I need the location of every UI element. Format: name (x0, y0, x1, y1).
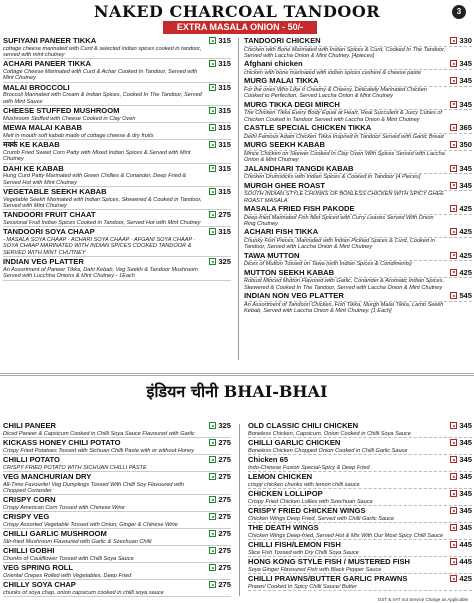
menu-item-price: 445 (450, 541, 472, 550)
menu-item-name: CHILLI PRAWNS/BUTTER GARLIC PRAWNS (248, 575, 408, 583)
menu-item-price: 275 (209, 581, 231, 590)
menu-item (3, 496, 231, 512)
menu-item-description: Sessional Fruit Indian Spices Cooked in Tandoor, Served Hot with Mint Chutney (3, 220, 201, 227)
menu-item (3, 124, 231, 140)
menu-item (244, 101, 472, 123)
menu-item-price: 425 (450, 252, 472, 261)
menu-item-description: Diced Paneer & Capsicum Cooked in Chilli Soya Sauce Flavoured with Garlic (3, 430, 195, 437)
menu-item (248, 456, 472, 472)
menu-item-description: Stir-fried Mushroom Flavoured with Garlic & Szechuan Chilli (3, 539, 152, 545)
menu-item-price: 275 (209, 211, 231, 220)
veg-mark-icon (209, 107, 216, 114)
menu-item-description: Vegetable Seekh Marinated with Indian Spices, Skewered & Cooked in Tandoor, Served with Mint Chutney (3, 196, 202, 210)
menu-item-price: 275 (209, 456, 231, 465)
veg-mark-icon (209, 496, 216, 503)
menu-item-price: 275 (209, 513, 231, 522)
nonveg-mark-icon (450, 524, 457, 531)
menu-item-price: 275 (209, 473, 231, 482)
nonveg-mark-icon (450, 422, 457, 429)
menu-item-name: CHILLI GOBHI (3, 547, 55, 556)
menu-item-description: An Assortment of Tandoori Chicken, Fish Tikka, Murgh Malai Tikka, Lamb Seekh Kebab, Served with Laccha Onion & Mint Chutney. [1 Each] (244, 301, 444, 315)
menu-item-price: 345 (450, 490, 472, 499)
menu-item-name: CHILLI POTATO (3, 456, 60, 464)
menu-item-name: KICKASS HONEY CHILI POTATO (3, 439, 121, 447)
menu-item (248, 507, 472, 523)
menu-item-description: Deep-fried Marinated Fish fillet Spiced with Curry Leaves Served With Onion Ring Chutney (244, 214, 434, 228)
menu-item (3, 258, 231, 280)
menu-item-name: VEG MANCHURIAN DRY (3, 473, 92, 481)
menu-item (3, 84, 231, 106)
veg-mark-icon (209, 211, 216, 218)
menu-item-description: Crispy Fried Chicken Lollies with Szechuan Sauce (248, 498, 373, 505)
page-title: NAKED CHARCOAL TANDOOR (93, 2, 381, 21)
menu-item-description: Chicken with Bone Marinated with Indian Spices & Curd, Cooked In The Tandoor, Served with Laccha Onion & Mint Chutney. [4pieces] (244, 46, 446, 59)
nonveg-mark-icon (450, 292, 457, 299)
menu-item-price: 315 (209, 165, 231, 174)
menu-item-price: 275 (209, 547, 231, 556)
menu-item-price: 345 (450, 165, 472, 174)
nonveg-mark-icon (450, 558, 457, 565)
menu-item-description: Soya Ginger Flavoured Fish with Black Pepper Sauce (248, 566, 382, 573)
menu-item-description: Chunks of Cauliflower Tossed with Chilli Soya Sauce (3, 556, 134, 562)
nonveg-mark-icon (450, 141, 457, 148)
menu-item-price: 315 (209, 141, 231, 150)
menu-item (3, 513, 231, 529)
tandoor-nonveg-column (244, 37, 472, 367)
menu-item-price: 315 (209, 60, 231, 69)
menu-item (248, 422, 472, 438)
veg-mark-icon (209, 473, 216, 480)
menu-item-price: 345 (450, 439, 472, 448)
menu-item (248, 473, 472, 489)
menu-item (3, 228, 231, 257)
menu-item-name: CHILLI GARLIC CHICKEN (248, 439, 341, 447)
menu-item (3, 547, 231, 563)
menu-item-description: Slice Fish Tossed with Dry Chilli Soya Sauce (248, 549, 359, 556)
veg-mark-icon (209, 564, 216, 571)
menu-item (3, 141, 231, 163)
menu-item-description: Broccoli Marinated with Cream & Indian Spices, Cooked In The Tandoor, Served with Mint Sauce (3, 92, 202, 105)
menu-item (3, 530, 231, 546)
menu-item (248, 524, 472, 540)
veg-mark-icon (209, 188, 216, 195)
menu-item-price: 275 (209, 496, 231, 505)
menu-item-description: crispy chicken chunks with lemon chilli sauce (248, 481, 360, 488)
menu-item-description: Crispy Assorted Vegetable Tossed with Onion, Ginger & Chinese Wine (3, 522, 178, 528)
menu-item-description: Mince Chicken on Skewer Cooked In Clay Oven With Spices Served with Laccha Onion & Mint Chutney (244, 150, 445, 164)
menu-item-description: Prawn/ Cooked In Spicy Chilli Sauce/ Butter (248, 583, 357, 590)
veg-mark-icon (209, 439, 216, 446)
menu-item-price: 325 (209, 258, 231, 267)
veg-mark-icon (209, 422, 216, 429)
menu-item-description: Chicken Drumsticks with Indian Spices & Cooked In Tandoor [4 Pieces] (244, 174, 421, 181)
menu-item-price: 345 (450, 60, 472, 69)
column-divider-2 (239, 424, 240, 596)
menu-item (3, 456, 231, 472)
nonveg-mark-icon (450, 165, 457, 172)
menu-item-price: 345 (450, 182, 472, 191)
menu-item (244, 77, 472, 99)
menu-item-description: Indo-Chinese Fusion Special-Spicy & Deep Fried (248, 464, 370, 471)
veg-mark-icon (209, 547, 216, 554)
nonveg-mark-icon (450, 124, 457, 131)
nonveg-mark-icon (450, 77, 457, 84)
menu-item-description: Crispy Fried Potatoes Tossed with Sichuan Chilli Paste with or without Honey (3, 447, 195, 454)
menu-item-description: chunks of soya chap, onion capsicum cooked in chilli soya sauce (3, 590, 164, 596)
menu-item-price: 315 (209, 107, 231, 116)
menu-item (248, 490, 472, 506)
menu-item (3, 581, 231, 597)
menu-item-price: 315 (209, 124, 231, 133)
menu-item-price: 445 (450, 558, 472, 567)
menu-item (244, 141, 472, 163)
extra-masala-onion-banner: EXTRA MASALA ONION - 50/- (163, 21, 317, 34)
veg-mark-icon (209, 228, 216, 235)
nonveg-mark-icon (450, 37, 457, 44)
veg-mark-icon (209, 530, 216, 537)
menu-item (3, 37, 231, 59)
menu-item (248, 575, 472, 591)
menu-item (3, 211, 231, 227)
menu-item-price: 350 (450, 141, 472, 150)
menu-item-name: VEGETABLE SEEKH KABAB (3, 188, 107, 197)
menu-item-name: JALANDHARI TANGDI KABAB (244, 165, 472, 175)
nonveg-mark-icon (450, 228, 457, 235)
menu-item (248, 439, 472, 455)
menu-item (244, 205, 472, 227)
menu-item-name: HONG KONG STYLE FISH / MUSTERED FISH (248, 558, 411, 566)
veg-mark-icon (209, 513, 216, 520)
menu-item (244, 252, 472, 268)
nonveg-mark-icon (450, 575, 457, 582)
menu-item-description: The Chicken Tikka Every Body Equal at Heart, Real Succulent & Juicy Cubes of Chicken Cooked in Tandoor Served with Laccha Onion & Mint Chutney (244, 110, 442, 123)
menu-item-description: All-Time Favourite! Veg Dumplings Tossed With Chilli Soy Flavoured with Chopped Coriander (3, 481, 185, 494)
menu-item (244, 228, 472, 250)
menu-item-name: INDIAN NON VEG PLATTER (244, 292, 472, 302)
menu-item-price: 330 (450, 37, 472, 46)
menu-item-name: CRISPY FRIED CHICKEN WINGS (248, 507, 366, 515)
menu-item-name: MURGH GHEE ROAST (244, 182, 472, 192)
menu-item-name: TANDOORI SOYA CHAAP (3, 228, 95, 237)
menu-item (248, 541, 472, 557)
menu-item (244, 269, 472, 291)
menu-item-name: INDIAN VEG PLATTER (3, 258, 84, 267)
menu-item-name: CHEESE STUFFED MUSHROOM (3, 107, 120, 116)
menu-item-name: TANDOORI FRUIT CHAAT (3, 211, 96, 220)
menu-item-description: Crispy American Corn Tossed with Chinese Wine (3, 505, 125, 511)
menu-item-name: TAWA MUTTON (244, 252, 472, 262)
menu-item-name: CRISPY VEG (3, 513, 50, 522)
menu-item-name: CASTLE SPECIAL CHICKEN TIKKA (244, 124, 472, 134)
menu-item (3, 107, 231, 123)
veg-mark-icon (209, 456, 216, 463)
page-number-badge: 3 (452, 5, 466, 19)
menu-item-name: LEMON CHICKEN (248, 473, 313, 481)
nonveg-mark-icon (450, 541, 457, 548)
menu-item-description: Robust Minced Mutton Flavored with Garlic, Coriander & Aromatic Indian Spices, Skewered & Cooked In The Tandoor, Served with Laccha Onion & Mint Chutney (244, 278, 445, 291)
menu-item-name: CRISPY CORN (3, 496, 56, 505)
menu-item-name: ACHARI FISH TIKKA (244, 228, 472, 238)
menu-item-price: 345 (450, 101, 472, 110)
veg-mark-icon (209, 84, 216, 91)
section-divider (0, 373, 474, 374)
menu-item-price: 425 (450, 228, 472, 237)
menu-item-name: MUTTON SEEKH KABAB (244, 269, 472, 279)
menu-item-price: 275 (209, 530, 231, 539)
menu-item-price: 345 (450, 507, 472, 516)
menu-item (244, 292, 472, 314)
veg-mark-icon (209, 60, 216, 67)
menu-item-price: 365 (450, 124, 472, 133)
menu-item-price: 275 (209, 564, 231, 573)
nonveg-mark-icon (450, 252, 457, 259)
veg-mark-icon (209, 165, 216, 172)
menu-item-name: VEG SPRING ROLL (3, 564, 74, 573)
menu-item (3, 473, 231, 495)
menu-item-name: ACHARI PANEER TIKKA (3, 60, 92, 69)
tax-footnote: GST & VAT not Service Charge as Applicable (377, 597, 468, 602)
menu-item-name: मक्के KE KABAB (3, 141, 60, 150)
menu-item-name: MURG TIKKA DEGI MIRCH (244, 101, 472, 111)
menu-item (3, 422, 231, 438)
menu-item-name: MEWA MALAI KABAB (3, 124, 83, 133)
menu-item-name: TANDOORI CHICKEN (244, 37, 472, 47)
menu-item-description: SOUTH INDIAN STYLE CHUNKS OF BONLESS CHICKEN WITH SPICY GHEE ROAST MASALA (244, 191, 444, 204)
nonveg-mark-icon (450, 439, 457, 446)
menu-item (244, 165, 472, 181)
menu-item-name: CHILLY SOYA CHAP (3, 581, 76, 590)
veg-mark-icon (209, 141, 216, 148)
menu-item-description: Crumb Fried Sweet Corn Patty with Mixed Indian Spices & Served with Mint Chutney (3, 149, 191, 163)
veg-mark-icon (209, 124, 216, 131)
nonveg-mark-icon (450, 205, 457, 212)
menu-item-description: Boneless Chicken, Capsicum, Onion Cooked in Chilli Soya Sauce (248, 430, 411, 437)
menu-item-price: 345 (450, 473, 472, 482)
menu-item-price: 345 (450, 77, 472, 86)
menu-item-name: THE DEATH WINGS (248, 524, 319, 532)
menu-item (244, 124, 472, 140)
menu-item-price: 425 (450, 205, 472, 214)
menu-item-name: CHILLI FISH/LEMON FISH (248, 541, 341, 549)
menu-item (248, 558, 472, 574)
menu-item-description: For the ones Who Like It Creamy & Cheesy, Delicately Marinated Chicken Cooked to Perfection, Served Laccha Onion & Mint Chutney (244, 87, 428, 100)
menu-item-description: Dices of Mutton Tossed on Tawa (with Indian Spices & Condiments) (244, 261, 412, 268)
menu-item-description: Delhi Famous Adam Chicken Tikka Inspired in Tandoor Served with Garlic Bread (244, 133, 444, 140)
menu-item-name: CHILLI GARLIC MUSHROOM (3, 530, 107, 539)
veg-mark-icon (209, 258, 216, 265)
menu-item-description: An Assortment of Paneer Tikka, Dahi Kebab, Veg Seekh & Tandoor Mushroom Served with Lucchha Onions & Mint Chutney - 1Each (3, 266, 198, 280)
column-divider (238, 38, 239, 360)
menu-item-description: Hung Curd Patty Marinated with Green Chillies & Coriander, Deep Fried & Served Hot with Mint Chutney (3, 173, 187, 186)
nonveg-mark-icon (450, 101, 457, 108)
nonveg-mark-icon (450, 60, 457, 67)
nonveg-mark-icon (450, 182, 457, 189)
menu-item-description: Boneless Chicken Chopped Onion Cooked in Chilli Garlic Sauce (248, 447, 408, 454)
menu-item (3, 564, 231, 580)
menu-item-price: 425 (450, 269, 472, 278)
menu-item-name: CHICKEN LOLLIPOP (248, 490, 323, 498)
menu-item-description: Cottage Cheese Marinated with Curd & Achar Cooked In Tandoor, Served with Mint Chutney (3, 69, 198, 82)
menu-item-price: 425 (450, 575, 472, 584)
menu-item (3, 439, 231, 455)
menu-item-price: 315 (209, 37, 231, 46)
section-divider-2 (0, 375, 474, 376)
menu-item-name: Afghani chicken (244, 60, 472, 70)
nonveg-mark-icon (450, 473, 457, 480)
menu-item-name: OLD CLASSIC CHILI CHICKEN (248, 422, 359, 430)
menu-item-price: 545 (450, 292, 472, 301)
menu-item (3, 165, 231, 187)
menu-item-description: CRISPY FRIED POTATO WITH SICHUAN CHILLI PASTE (3, 464, 147, 471)
menu-item (244, 37, 472, 59)
menu-item-price: 345 (450, 456, 472, 465)
menu-item-description: cottage cheese marinated with Curd & selected indian spices cooked in tandoor, served with mint chutney (3, 45, 202, 58)
chinese-veg-column (3, 422, 231, 598)
chinese-nonveg-column (248, 422, 472, 598)
menu-item-name: MASALA FRIED FISH PAKODE (244, 205, 472, 215)
menu-item-description: Chicken Wings Deep-fried, Served Hot & Mix With Our Most Spicy Chilli Sauce (248, 532, 444, 539)
veg-mark-icon (209, 581, 216, 588)
menu-item-price: 315 (209, 188, 231, 197)
menu-item-name: MALAI BROCCOLI (3, 83, 70, 92)
menu-item-price: 345 (450, 524, 472, 533)
veg-mark-icon (209, 37, 216, 44)
menu-item-description: Oriental Crepes Rolled with Vegetables, Deep Fried (3, 573, 132, 579)
menu-item-description: Chunky Fish Pieces, Marinated with Indian Pickled Spices & Curd, Cooked in Tandoor, Served with Laccha Onion & Mint Chutney (244, 238, 435, 251)
menu-item-description: Chicken Wings Deep Fried, Served with Chilli Garlic Sauce (248, 515, 395, 522)
menu-item-price: 345 (450, 422, 472, 431)
nonveg-mark-icon (450, 490, 457, 497)
nonveg-mark-icon (450, 456, 457, 463)
menu-item-name: DAHI KE KABAB (3, 164, 64, 173)
menu-item-name: Chicken 65 (248, 456, 289, 464)
menu-item-price: 325 (209, 422, 231, 431)
menu-item (3, 60, 231, 82)
menu-item-name: MURG SEEKH KABAB (244, 141, 472, 151)
menu-item-price: 275 (209, 439, 231, 448)
menu-item-price: 315 (209, 228, 231, 237)
menu-item (3, 188, 231, 210)
nonveg-mark-icon (450, 269, 457, 276)
tandoor-veg-column (3, 37, 231, 367)
section-title-indian-chinese: इंडियन चीनी BHAI-BHAI (146, 382, 328, 401)
menu-item (244, 182, 472, 204)
menu-item-name: CHILI PANEER (3, 422, 57, 430)
nonveg-mark-icon (450, 507, 457, 514)
menu-item-description: chicken with bone marinated with indian spices cashew & cheese paste (244, 70, 421, 76)
menu-item-description: Mushroom Stuffed with Cheese Cooked in Clay Oven (3, 115, 136, 122)
menu-item (244, 60, 472, 76)
menu-item-name: MURG MALAI TIKKA (244, 77, 472, 87)
menu-item-name: SUFIYANI PANEER TIKKA (3, 37, 97, 45)
menu-item-description: - MASALA SOYA CHAAP · ACHARI SOYA CHAAP · AFGANI SOYA CHAAP · SOYA CHAAP MARINATED WITH INDIAN SPICES COOKED TANDOOR & SERVED WITH MINT CHUTNEY (3, 237, 196, 256)
menu-item-description: Melt in mouth soft kabab made of cottage cheese & dry fruits (3, 132, 154, 139)
menu-item-price: 315 (209, 84, 231, 93)
